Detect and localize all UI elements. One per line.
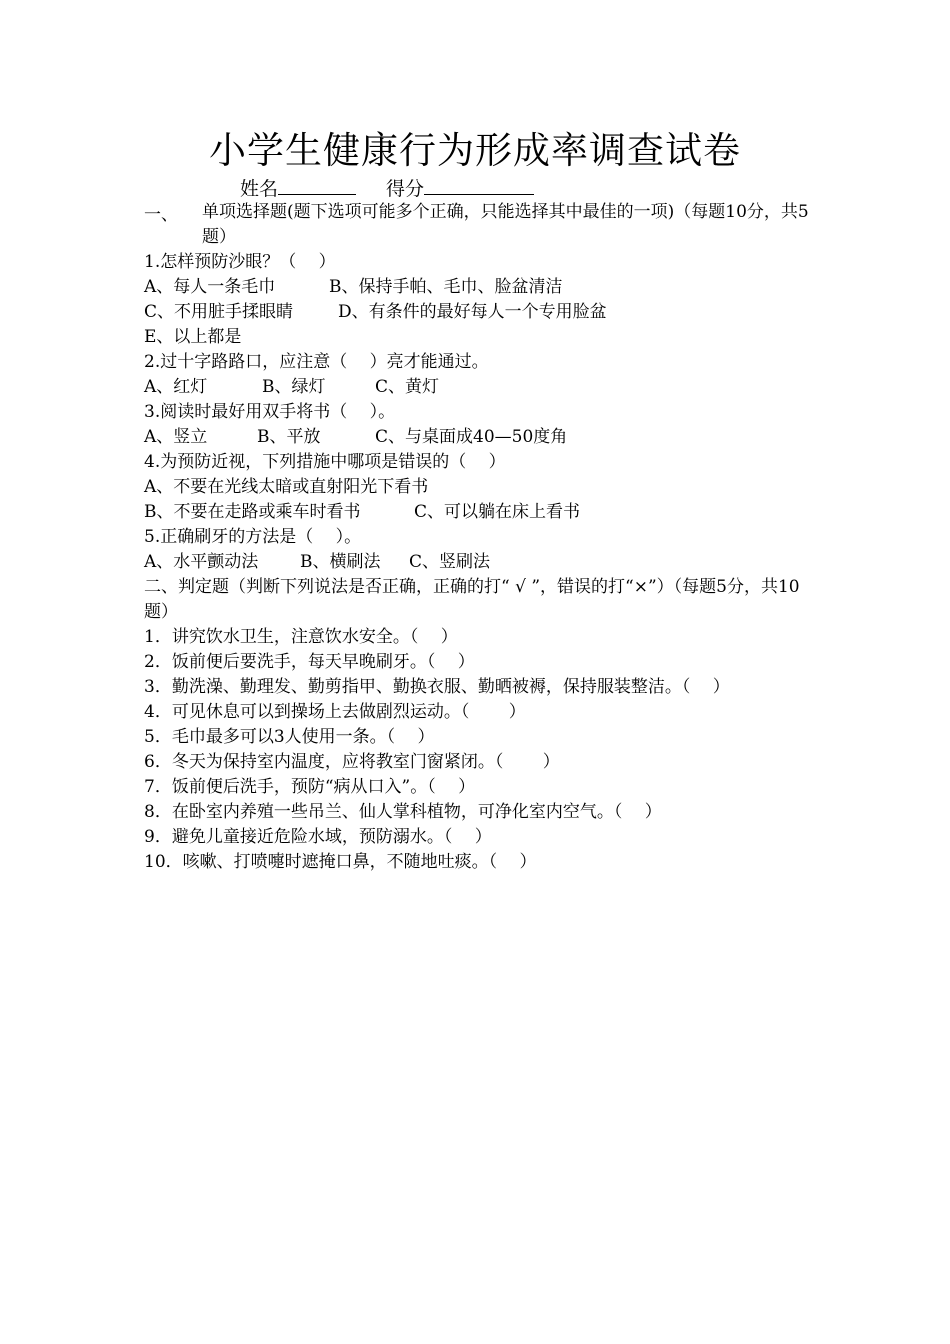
option-3b: B、平放 xyxy=(257,427,321,447)
question-4: 4.为预防近视，下列措施中哪项是错误的（ ） xyxy=(144,452,506,472)
name-blank[interactable] xyxy=(278,174,356,195)
option-4b: B、不要在走路或乘车时看书 xyxy=(144,502,361,522)
question-1-options-row-1 xyxy=(144,275,816,300)
question-1: 1.怎样预防沙眼？（ ） xyxy=(144,252,336,272)
option-3c: C、与桌面成40—50度角 xyxy=(375,427,568,447)
question-5: 5.正确刷牙的方法是（ ）。 xyxy=(144,527,362,547)
judgement-item-7: 7．饭前便后洗手，预防“病从口入”。（ ） xyxy=(144,777,476,797)
question-2-options xyxy=(144,375,816,400)
question-3: 3.阅读时最好用双手将书（ ）。 xyxy=(144,402,396,422)
score-label: 得分 xyxy=(386,178,425,200)
exam-content xyxy=(144,200,816,875)
judgement-item-9: 9．避免儿童接近危险水域，预防溺水。（ ） xyxy=(144,827,492,847)
question-2: 2.过十字路路口，应注意（ ）亮才能通过。 xyxy=(144,352,489,372)
section1-heading xyxy=(144,200,816,250)
judgement-item-8: 8．在卧室内养殖一些吊兰、仙人掌科植物，可净化室内空气。（ ） xyxy=(144,802,662,822)
question-3-options xyxy=(144,425,816,450)
question-1-options-row-3 xyxy=(144,325,816,350)
judgement-item-4: 4．可见休息可以到操场上去做剧烈运动。（ ） xyxy=(144,702,526,722)
option-2b: B、绿灯 xyxy=(262,377,326,397)
option-1c: C、不用脏手揉眼睛 xyxy=(144,302,294,322)
option-1b: B、保持手帕、毛巾、脸盆清洁 xyxy=(329,277,563,297)
section1-heading-text: 单项选择题(题下选项可能多个正确，只能选择其中最佳的一项)（每题10分，共5题） xyxy=(202,202,809,247)
score-blank[interactable] xyxy=(424,174,534,195)
option-5a: A、水平颤动法 xyxy=(144,552,259,572)
option-1e: E、以上都是 xyxy=(144,327,242,347)
judgement-item-5: 5．毛巾最多可以3人使用一条。（ ） xyxy=(144,727,435,747)
question-5-options xyxy=(144,550,816,575)
option-2c: C、黄灯 xyxy=(375,377,440,397)
judgement-item-3: 3．勤洗澡、勤理发、勤剪指甲、勤换衣服、勤晒被褥，保持服装整洁。（ ） xyxy=(144,677,730,697)
option-1d: D、有条件的最好每人一个专用脸盆 xyxy=(338,302,607,322)
option-4a: A、不要在光线太暗或直射阳光下看书 xyxy=(144,477,429,497)
judgement-item-2: 2．饭前便后要洗手，每天早晚刷牙。（ ） xyxy=(144,652,475,672)
option-1a: A、每人一条毛巾 xyxy=(144,277,276,297)
section1-number: 一、 xyxy=(144,205,178,225)
section2-heading: 二、判定题（判断下列说法是否正确，正确的打“ √ ”，错误的打“×”）（每题5分，共10题） xyxy=(144,577,800,622)
option-2a: A、红灯 xyxy=(144,377,208,397)
question-4-options-row-1 xyxy=(144,475,816,500)
question-1-options-row-2 xyxy=(144,300,816,325)
name-score-line xyxy=(240,174,534,202)
option-5b: B、横刷法 xyxy=(300,552,381,572)
page-title: 小学生健康行为形成率调查试卷 xyxy=(209,129,741,172)
name-label: 姓名 xyxy=(240,178,279,200)
option-4c: C、可以躺在床上看书 xyxy=(414,502,581,522)
judgement-item-1: 1．讲究饮水卫生，注意饮水安全。（ ） xyxy=(144,627,458,647)
judgement-item-6: 6．冬天为保持室内温度，应将教室门窗紧闭。（ ） xyxy=(144,752,560,772)
option-5c: C、竖刷法 xyxy=(409,552,491,572)
option-3a: A、竖立 xyxy=(144,427,208,447)
judgement-item-10: 10．咳嗽、打喷嚏时遮掩口鼻，不随地吐痰。（ ） xyxy=(144,852,537,872)
question-4-options-row-2 xyxy=(144,500,816,525)
